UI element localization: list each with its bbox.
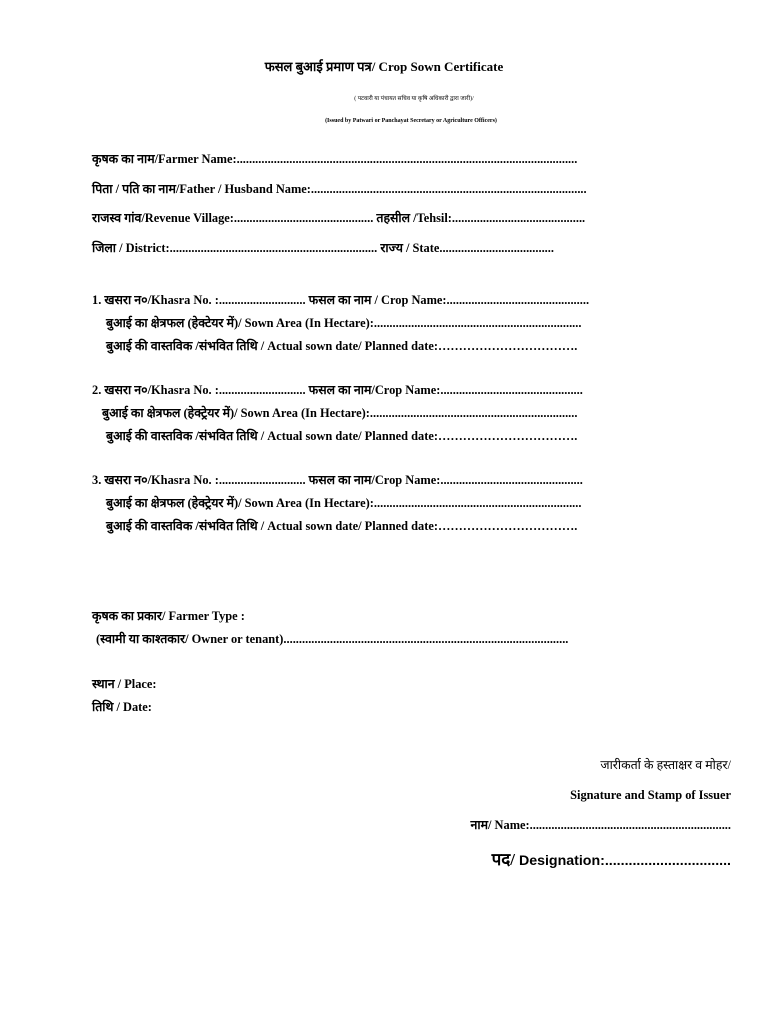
issuer-designation-field [492,850,731,871]
subtitle-english: (Issued by Patwari or Panchayat Secretary or Agriculture Officers) [325,118,497,124]
crop-2-khasra-field: 2. खसरा न०/Khasra No. :............................ फसल का नाम/Crop Name:.............................................. [92,383,583,397]
farmer-type-label: कृषक का प्रकार/ Farmer Type : [92,609,245,623]
designation-english-label: Designation:................................ [515,853,731,869]
document-title: फसल बुआई प्रमाण पत्र/ Crop Sown Certificate [264,59,504,74]
farmer-type-options-field: (स्वामी या काश्तकार/ Owner or tenant)............................................................................................ [96,632,569,646]
issuer-signature-english: Signature and Stamp of Issuer [570,788,731,802]
designation-hindi-label: पद/ [491,850,515,869]
place-label: स्थान / Place: [92,677,157,691]
date-label: तिथि / Date: [92,700,152,714]
farmer-name-field: कृषक का नाम/Farmer Name:.............................................................................................................. [92,152,578,166]
crop-1-date-field: बुआई की वास्तविक /संभवित तिथि / Actual sown date/ Planned date:……………………………. [106,339,578,353]
crop-1-area-field: बुआई का क्षेत्रफल (हेक्टेयर में)/ Sown Area (In Hectare):................................................................... [106,316,582,330]
issuer-name-field: नाम/ Name:................................................................. [470,818,731,832]
crop-2-date-field: बुआई की वास्तविक /संभवित तिथि / Actual sown date/ Planned date:……………………………. [106,429,578,443]
district-state-field: जिला / District:................................................................... राज्य / State..................................... [92,241,554,255]
crop-3-date-field: बुआई की वास्तविक /संभवित तिथि / Actual sown date/ Planned date:……………………………. [106,519,578,533]
subtitle-hindi: ( पटवारी या पंचायत सचिव या कृषि अधिकारी द्वारा जारी)/ [354,96,474,102]
crop-3-area-field: बुआई का क्षेत्रफल (हेक्ट्रेयर में)/ Sown Area (In Hectare):................................................................... [106,496,582,510]
crop-3-khasra-field: 3. खसरा न०/Khasra No. :............................ फसल का नाम/Crop Name:.............................................. [92,473,583,487]
father-husband-name-field: पिता / पति का नाम/Father / Husband Name:......................................................................................... [92,182,587,196]
crop-1-khasra-field: 1. खसरा न०/Khasra No. :............................ फसल का नाम / Crop Name:.............................................. [92,293,590,307]
crop-2-area-field: बुआई का क्षेत्रफल (हेक्ट्रेयर में)/ Sown Area (In Hectare):................................................................... [102,406,578,420]
issuer-signature-hindi: जारीकर्ता के हस्ताक्षर व मोहर/ [600,758,731,772]
village-tehsil-field: राजस्व गांव/Revenue Village:............................................. तहसील /Tehsil:........................................... [92,211,586,225]
